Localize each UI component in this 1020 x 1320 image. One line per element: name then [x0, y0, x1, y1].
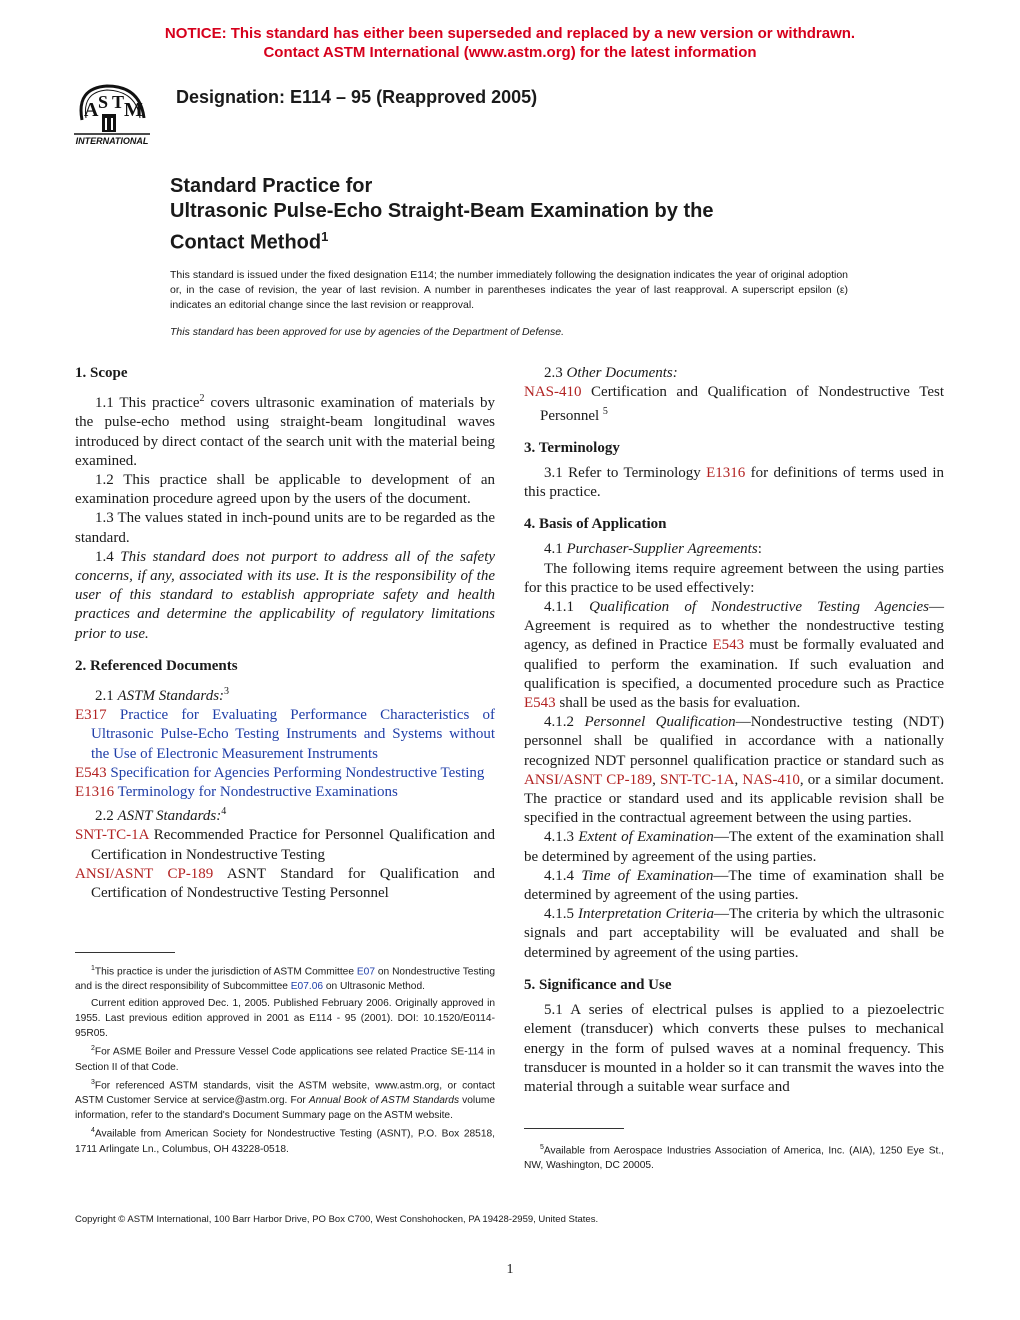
para-2-2: 2.2 ASNT Standards:$^4$: [95, 806, 227, 825]
title-line-2: Ultrasonic Pulse-Echo Straight-Beam Examination by the: [170, 200, 714, 222]
link-e543-practice[interactable]: E543: [712, 637, 745, 654]
title-line-1: Standard Practice for: [170, 175, 373, 197]
astm-logo-icon: [62, 78, 162, 150]
para-4-1-4: 4.1.4 Time of Examination—The time of examination shall be determined by agreement of the using parties.: [524, 867, 945, 904]
link-ansi-asnt-cp-189-b[interactable]: ANSI/ASNT CP-189: [524, 771, 653, 788]
para-4-1-1: 4.1.1 Qualification of Nondestructive Testing Agencies—Agreement is required as to whether the nondestructive testing agency, as defined in Practice E543 must be formally evaluated and qualified to perform the examination. If such evaluation and qualification is specified, a documented procedure such as Practice E543 shall be used as the basis for evaluation.: [524, 599, 944, 712]
footnote-5: $^5$Available from Aerospace Industries Association of America, Inc. (AIA), 1250 Eye St., NW, Washington, DC 20005.: [524, 1144, 944, 1172]
section-5-heading: 5. Significance and Use: [524, 976, 672, 993]
para-1-2: 1.2 This practice shall be applicable to development of an examination procedure agreed upon by the users of the document.: [75, 472, 495, 508]
title-footnote-marker: 1: [321, 229, 329, 244]
issuance-note: This standard is issued under the fixed designation E114; the number immediately following the designation indicates the year of original adoption or, in the case of revision, the year of last revision. A number in parentheses indicates the year of last reapproval. A superscript epsilon (ε) indicates an editorial change since the last revision or reapproval.: [170, 269, 848, 311]
page-number: 1: [506, 1262, 514, 1277]
para-3-1: 3.1 Refer to Terminology E1316 for definitions of terms used in this practice.: [524, 464, 944, 501]
link-e1316[interactable]: E1316: [75, 784, 115, 801]
link-snt-tc-1a[interactable]: SNT-TC-1A: [75, 827, 149, 844]
link-ansi-asnt-cp-189[interactable]: ANSI/ASNT CP-189: [75, 865, 214, 882]
para-4-1-3: 4.1.3 Extent of Examination—The extent of the examination shall be determined by agreement of the using parties.: [524, 829, 945, 865]
para-4-1: 4.1 Purchaser-Supplier Agreements:: [544, 541, 762, 558]
section-3-heading: 3. Terminology: [524, 439, 620, 456]
footnote-4: $^4$Available from American Society for Nondestructive Testing (ASNT), P.O. Box 28518, 1711 Arlingate Ln., Columbus, OH 43228-0518.: [75, 1127, 495, 1155]
svg-text:S: S: [98, 92, 109, 112]
title-line-3: Contact Method$^1$: [170, 229, 329, 254]
ref-ansi-asnt: ANSI/ASNT CP-189 ASNT Standard for Qualification and Certification of Nondestructive Testing Personnel: [75, 865, 495, 902]
svg-text:A: A: [84, 99, 99, 121]
ref-e543: E543 Specification for Agencies Performing Nondestructive Testing: [75, 764, 485, 781]
footnote-1: $^1$This practice is under the jurisdiction of ASTM Committee E07 on Nondestructive Testing and is the direct responsibility of Subcommittee E07.06 on Ultrasonic Method.: [75, 965, 495, 993]
para-2-1: 2.1 ASTM Standards:$^3$: [95, 686, 230, 705]
link-e07[interactable]: E07: [356, 966, 375, 978]
para-1-1: 1.1 This practice$^2$ covers ultrasonic examination of materials by the pulse-echo method using straight-beam longitudinal waves introduced by direct contact of the search unit with the material being examined.: [75, 393, 495, 469]
link-e543[interactable]: E543: [75, 764, 107, 781]
para-1-3: 1.3 The values stated in inch-pound units are to be regarded as the standard.: [75, 510, 495, 546]
link-e317[interactable]: E317: [75, 707, 107, 724]
footnote-rule-right: [524, 1128, 624, 1129]
link-e07-06[interactable]: E07.06: [290, 981, 324, 993]
footnote-1-edition: Current edition approved Dec. 1, 2005. Published February 2006. Originally approved in 1955. Last previous edition approved in 2001 as E114 - 95 (2001). DOI: 10.1520/E0114-95R05.: [75, 998, 495, 1040]
svg-text:T: T: [112, 92, 125, 112]
logo-text: INTERNATIONAL: [75, 136, 149, 146]
ref-snt-tc-1a: SNT-TC-1A Recommended Practice for Personnel Qualification and Certification in Nondestructive Testing: [75, 827, 495, 863]
ref-e1316: E1316 Terminology for Nondestructive Examinations: [75, 784, 398, 801]
dod-note: This standard has been approved for use by agencies of the Department of Defense.: [170, 326, 564, 338]
left-column: [75, 364, 495, 903]
footnotes-right: [524, 1140, 944, 1173]
para-4-1-2: 4.1.2 Personnel Qualification—Nondestructive testing (NDT) personnel shall be qualified in accordance with a nationally recognized NDT personnel qualification practice or standard such as ANSI/ASNT CP-189, SNT-TC-1A, NAS-410, or a similar document. The practice or standard used and its applicable revision shall be specified in the contractual agreement between the using parties.: [524, 714, 945, 827]
ref-e317: E317 Practice for Evaluating Performance Characteristics of Ultrasonic Pulse-Echo Testing Instruments and Systems without the Use of Electronic Measurement Instruments: [75, 707, 495, 762]
link-e543-practice-2[interactable]: E543: [524, 695, 556, 712]
link-e1316-terminology[interactable]: E1316: [706, 464, 746, 481]
section-2-heading: 2. Referenced Documents: [75, 657, 238, 674]
para-2-3: 2.3 Other Documents:: [544, 365, 678, 381]
link-snt-tc-1a-b[interactable]: SNT-TC-1A: [660, 771, 735, 788]
para-5-1: 5.1 A series of electrical pulses is applied to a piezoelectric element (transducer) which converts these pulses to mechanical energy in the form of pulsed waves at a nominal frequency. This transducer is mounted in a holder so it can transmit the waves into the material through a suitable wear surface and: [524, 1002, 944, 1095]
footnote-2: $^2$For ASME Boiler and Pressure Vessel Code applications see related Practice SE-114 in Section II of that Code.: [75, 1045, 495, 1073]
section-4-heading: 4. Basis of Application: [524, 516, 667, 533]
para-4-1-body: The following items require agreement between the using parties for this practice to be used effectively:: [524, 560, 944, 596]
designation: Designation: E114 – 95 (Reapproved 2005): [176, 87, 538, 107]
footnotes-left: [75, 961, 495, 1157]
notice-line-2: Contact ASTM International (www.astm.org) for the latest information: [263, 44, 757, 61]
link-nas-410-b[interactable]: NAS-410: [742, 771, 800, 788]
para-4-1-5: 4.1.5 Interpretation Criteria—The criteria by which the ultrasonic signals and part acceptability will be evaluated and shall be determined by agreement of the using parties.: [524, 906, 945, 961]
right-column: [524, 364, 944, 1097]
astm-logo: [62, 78, 162, 148]
withdrawal-notice: [0, 24, 1020, 62]
footnote-3: $^3$For referenced ASTM standards, visit the ASTM website, www.astm.org, or contact ASTM Customer Service at service@astm.org. For Annual Book of ASTM Standards volume information, refer to the standard's Document Summary page on the ASTM website.: [75, 1078, 496, 1122]
ref-nas-410: NAS-410 Certification and Qualification of Nondestructive Test Personnel $^5$: [524, 384, 944, 425]
footnote-rule-left: [75, 952, 175, 953]
section-1-heading: 1. Scope: [75, 365, 128, 381]
link-nas-410[interactable]: NAS-410: [524, 384, 582, 401]
document-title: [170, 174, 950, 256]
para-1-4: 1.4 This standard does not purport to address all of the safety concerns, if any, associated with its use. It is the responsibility of the user of this standard to establish appropriate safety and health practices and determine the applicability of regulatory limitations prior to use.: [75, 548, 496, 642]
svg-text:M: M: [124, 99, 143, 121]
copyright: Copyright © ASTM International, 100 Barr Harbor Drive, PO Box C700, West Conshohocken, PA 19428-2959, United States.: [75, 1214, 599, 1225]
notice-line-1: NOTICE: This standard has either been superseded and replaced by a new version or withdrawn.: [164, 25, 856, 42]
